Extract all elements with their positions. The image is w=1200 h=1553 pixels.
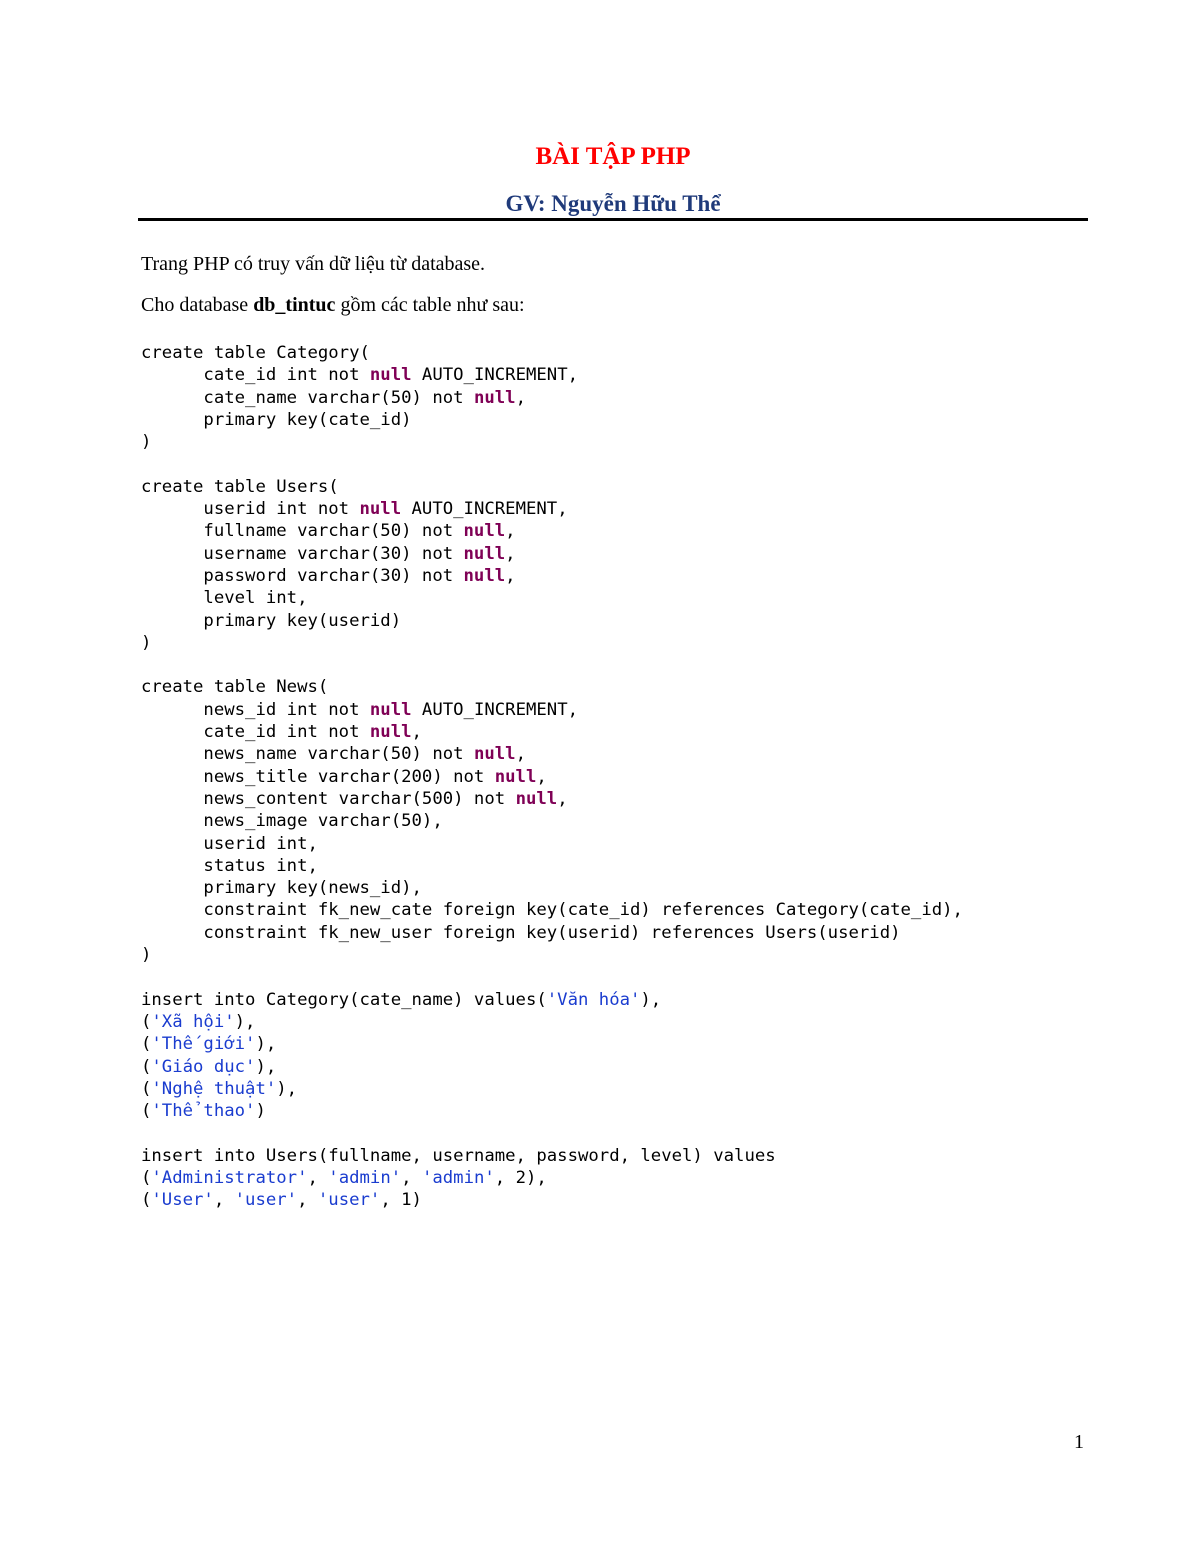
code-line <box>141 1100 963 1122</box>
code-text: , <box>307 1167 329 1188</box>
code-string: 'Văn hóa' <box>546 989 641 1010</box>
code-line <box>141 654 963 676</box>
code-text: ( <box>141 1056 152 1077</box>
code-string: 'user' <box>234 1190 298 1211</box>
code-keyword: null <box>515 788 558 809</box>
code-text: ( <box>141 1101 152 1122</box>
code-text: AUTO_INCREMENT, <box>411 365 578 386</box>
code-text: constraint fk_new_cate foreign key(cate_id) references Category(cate_id), <box>141 900 963 921</box>
code-string: 'user' <box>317 1190 381 1211</box>
code-text: cate_id int not <box>141 365 370 386</box>
code-line <box>141 1189 963 1211</box>
code-line <box>141 989 963 1011</box>
code-line <box>141 1122 963 1144</box>
code-line <box>141 1167 963 1189</box>
code-string: 'Thế giới' <box>151 1034 256 1055</box>
code-line <box>141 453 963 475</box>
code-keyword: null <box>369 365 412 386</box>
code-text: , <box>297 1190 318 1211</box>
intro-paragraph-1: Trang PHP có truy vấn dữ liệu từ database. <box>141 253 486 275</box>
code-line <box>141 342 963 364</box>
code-text: , <box>557 788 568 809</box>
code-line <box>141 364 963 386</box>
code-text: cate_name varchar(50) not <box>141 387 474 408</box>
code-line <box>141 587 963 609</box>
code-text: , <box>515 387 526 408</box>
code-text: ), <box>234 1011 256 1032</box>
sql-code-block <box>141 342 963 1212</box>
code-line <box>141 944 963 966</box>
code-text: ), <box>255 1034 277 1055</box>
code-keyword: null <box>463 565 506 586</box>
code-text: , <box>411 722 422 743</box>
code-text: ( <box>141 1034 152 1055</box>
code-text: level int, <box>141 588 308 609</box>
code-text: userid int, <box>141 833 318 854</box>
code-keyword: null <box>494 766 537 787</box>
code-line <box>141 409 963 431</box>
code-keyword: null <box>473 387 516 408</box>
code-string: 'admin' <box>328 1167 402 1188</box>
intro-paragraph-2 <box>141 291 525 319</box>
code-line <box>141 520 963 542</box>
code-text: ) <box>141 632 152 653</box>
code-line <box>141 922 963 944</box>
code-line <box>141 387 963 409</box>
code-string: 'admin' <box>421 1167 495 1188</box>
code-text: primary key(userid) <box>141 610 402 631</box>
code-text: AUTO_INCREMENT, <box>401 499 568 520</box>
code-text: , <box>505 543 516 564</box>
code-text: password varchar(30) not <box>141 565 464 586</box>
code-text: news_content varchar(500) not <box>141 788 516 809</box>
code-text: , 1) <box>380 1190 422 1211</box>
code-keyword: null <box>473 744 516 765</box>
code-text: , 2), <box>494 1167 547 1188</box>
code-text: ) <box>141 432 152 453</box>
code-text: username varchar(30) not <box>141 543 464 564</box>
code-text: ( <box>141 1011 152 1032</box>
code-string: 'Administrator' <box>151 1167 308 1188</box>
code-keyword: null <box>369 699 412 720</box>
code-line <box>141 632 963 654</box>
code-text: , <box>505 565 516 586</box>
code-text: ) <box>255 1101 266 1122</box>
code-text: news_image varchar(50), <box>141 811 443 832</box>
code-text: , <box>515 744 526 765</box>
code-text: fullname varchar(50) not <box>141 521 464 542</box>
code-line <box>141 610 963 632</box>
code-text: create table News( <box>141 677 329 698</box>
code-text: news_title varchar(200) not <box>141 766 495 787</box>
code-text: constraint fk_new_user foreign key(userid) references Users(userid) <box>141 922 901 943</box>
code-line <box>141 788 963 810</box>
code-line <box>141 743 963 765</box>
code-text: primary key(cate_id) <box>141 409 412 430</box>
document-title: BÀI TẬP PHP <box>535 143 691 170</box>
code-line <box>141 1033 963 1055</box>
code-text: cate_id int not <box>141 722 370 743</box>
code-line <box>141 565 963 587</box>
code-line <box>141 1078 963 1100</box>
code-line <box>141 476 963 498</box>
code-line <box>141 1011 963 1033</box>
code-text: ( <box>141 1190 152 1211</box>
code-text: news_name varchar(50) not <box>141 744 474 765</box>
intro-paragraph-2-suffix: gồm các table như sau: <box>335 294 525 316</box>
code-text: ), <box>640 989 662 1010</box>
code-line <box>141 877 963 899</box>
code-text: ( <box>141 1167 152 1188</box>
code-string: 'User' <box>151 1190 214 1211</box>
code-text: ( <box>141 1078 152 1099</box>
code-text: create table Users( <box>141 476 339 497</box>
code-line <box>141 899 963 921</box>
code-keyword: null <box>359 499 402 520</box>
intro-paragraph-2-prefix: Cho database <box>141 294 254 316</box>
code-string: 'Xã hội' <box>151 1011 235 1032</box>
code-text: ), <box>255 1056 277 1077</box>
code-text: primary key(news_id), <box>141 878 422 899</box>
header-divider <box>138 218 1088 221</box>
code-line <box>141 543 963 565</box>
code-text: create table Category( <box>141 343 370 363</box>
code-line <box>141 431 963 453</box>
code-line <box>141 966 963 988</box>
code-line <box>141 498 963 520</box>
code-line <box>141 766 963 788</box>
code-text: , <box>505 521 516 542</box>
code-text: , <box>401 1167 422 1188</box>
code-text: , <box>213 1190 235 1211</box>
code-line <box>141 855 963 877</box>
code-text: AUTO_INCREMENT, <box>411 699 578 720</box>
code-text: insert into Users(fullname, username, password, level) values <box>141 1145 776 1166</box>
code-line <box>141 1056 963 1078</box>
code-keyword: null <box>369 722 412 743</box>
code-text: ) <box>141 945 152 966</box>
code-text: ), <box>276 1078 298 1099</box>
code-line <box>141 1145 963 1167</box>
document-subtitle: GV: Nguyễn Hữu Thể <box>505 191 721 216</box>
code-line <box>141 676 963 698</box>
code-keyword: null <box>463 521 506 542</box>
code-text: userid int not <box>141 499 360 520</box>
code-text: insert into Category(cate_name) values( <box>141 989 547 1010</box>
code-line <box>141 833 963 855</box>
code-string: 'Giáo dục' <box>151 1056 256 1077</box>
code-text: status int, <box>141 855 318 876</box>
page-number: 1 <box>1074 1431 1084 1453</box>
database-name: db_tintuc <box>253 294 336 316</box>
code-line <box>141 810 963 832</box>
code-line <box>141 721 963 743</box>
code-keyword: null <box>463 543 506 564</box>
code-line <box>141 699 963 721</box>
code-text: news_id int not <box>141 699 370 720</box>
code-string: 'Thể thao' <box>151 1101 256 1122</box>
code-text: , <box>536 766 547 787</box>
code-string: 'Nghệ thuật' <box>151 1078 277 1099</box>
